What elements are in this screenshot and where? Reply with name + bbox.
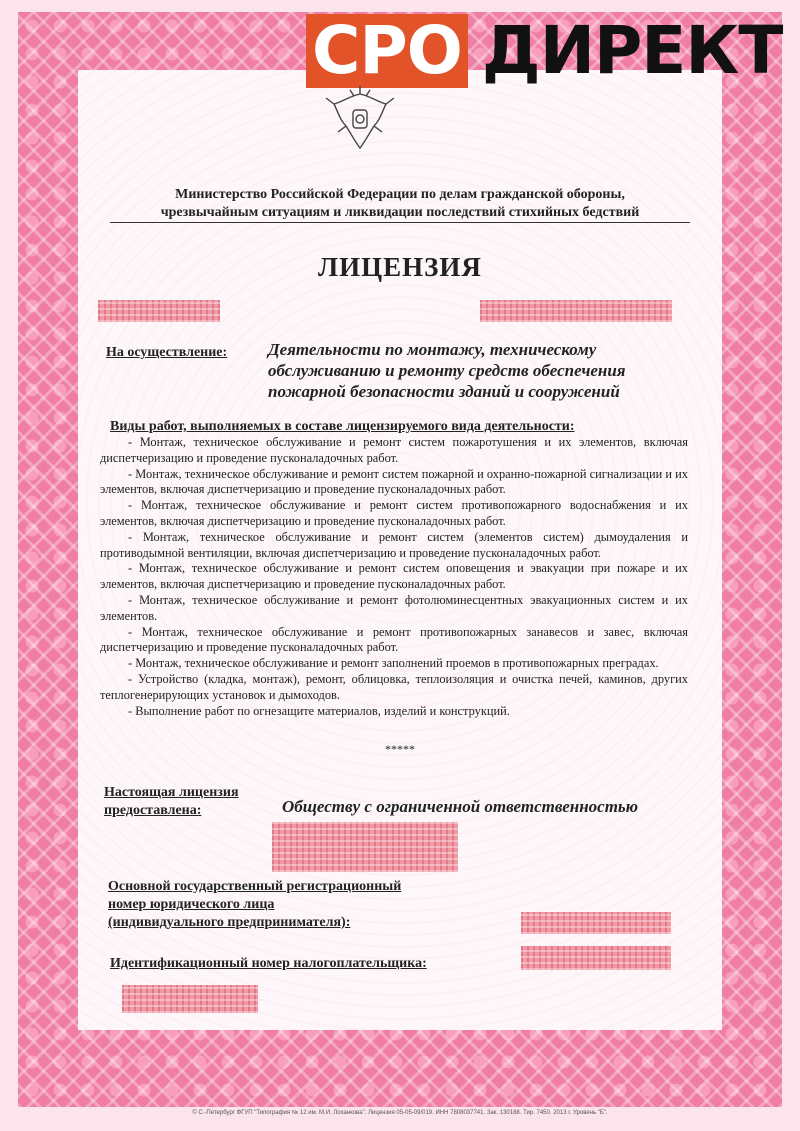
works-item: - Монтаж, техническое обслуживание и ремонт систем противопожарного водоснабжения и их элементов, включая диспетчеризацию и проведение пусконаладочных работ. xyxy=(100,498,688,528)
logo-part-direct: ДИРЕКТ xyxy=(481,12,783,89)
ogrn-label-line-3: (индивидуального предпринимателя): xyxy=(108,915,351,930)
inn-label: Идентификационный номер налогоплательщика: xyxy=(110,956,427,971)
ministry-line-2: чрезвычайным ситуациям и ликвидации последствий стихийных бедствий xyxy=(160,205,640,220)
redacted-ogrn-number xyxy=(521,912,671,934)
works-item: - Монтаж, техническое обслуживание и ремонт систем оповещения и эвакуации при пожаре и их элементов, включая диспетчеризацию и проведение пусконаладочных работ. xyxy=(100,561,688,592)
ogrn-label-line-2: номер юридического лица xyxy=(108,897,275,912)
ogrn-label xyxy=(108,878,401,932)
ministry-line-1: Министерство Российской Федерации по делам гражданской обороны, xyxy=(175,187,625,202)
logo-part-sro: СРО xyxy=(306,14,468,88)
coat-of-arms-icon xyxy=(320,82,400,154)
ministry-underline xyxy=(110,222,690,223)
ogrn-label-line-1: Основной государственный регистрационный xyxy=(108,879,402,894)
works-item: - Выполнение работ по огнезащите материалов, изделий и конструкций. xyxy=(128,703,510,718)
works-item: - Монтаж, техническое обслуживание и ремонт противопожарных занавесов и завес, включая диспетчеризацию и проведение пусконаладочных работ. xyxy=(100,624,688,655)
organization-type: Обществу с ограниченной ответственностью xyxy=(282,797,639,816)
document-title: ЛИЦЕНЗИЯ xyxy=(318,252,482,282)
works-item: - Монтаж, техническое обслуживание и ремонт систем пожарной и охранно-пожарной сигнализации и их элементов, включая диспетчеризацию и проведение пусконаладочных работ. xyxy=(100,466,688,497)
works-item: - Устройство (кладка, монтаж), ремонт, облицовка, теплоизоляция и очистка печей, каминов, других теплогенерирующих установок и дымоходов. xyxy=(100,671,688,702)
works-item: - Монтаж, техническое обслуживание и ремонт фотолюминесцентных эвакуационных систем и их элементов. xyxy=(100,592,688,623)
granted-label-line-2: предоставлена: xyxy=(104,803,202,818)
printer-info: © С.-Петербург ФГУП "Типография № 12 им. М.И. Лоханкова". Лицензия 05-05-09/019. ИНН 7808037741. Зак. 130188. Тир. 7450. 2013 г. Уровень "Б". xyxy=(192,1110,608,1116)
redacted-inn-value xyxy=(122,985,258,1013)
activity-text: Деятельности по монтажу, техническому обслуживанию и ремонту средств обеспечения пожарной безопасности зданий и сооружений xyxy=(268,340,626,401)
granted-label xyxy=(104,784,239,820)
redacted-organization-name xyxy=(272,822,458,872)
works-list xyxy=(100,435,688,719)
activity-label: На осуществление: xyxy=(106,345,228,360)
works-item: - Монтаж, техническое обслуживание и ремонт систем (элементов систем) дымоудаления и противодымной вентиляции, включая диспетчеризацию и проведение пусконаладочных работ. xyxy=(100,529,688,560)
redacted-license-number xyxy=(480,300,672,322)
works-header: Виды работ, выполняемых в составе лицензируемого вида деятельности: xyxy=(110,419,575,434)
watermark-logo xyxy=(306,14,782,88)
granted-label-line-1: Настоящая лицензия xyxy=(104,785,239,800)
works-end-mark: ***** xyxy=(385,742,415,756)
redacted-license-date xyxy=(98,300,220,322)
works-item: - Монтаж, техническое обслуживание и ремонт заполнений проемов в противопожарных преградах. xyxy=(128,656,659,671)
ministry-header xyxy=(100,186,700,222)
redacted-inn-number xyxy=(521,946,671,970)
works-item: - Монтаж, техническое обслуживание и ремонт систем пожаротушения и их элементов, включая диспетчеризацию и проведение пусконаладочных работ. xyxy=(100,435,688,465)
